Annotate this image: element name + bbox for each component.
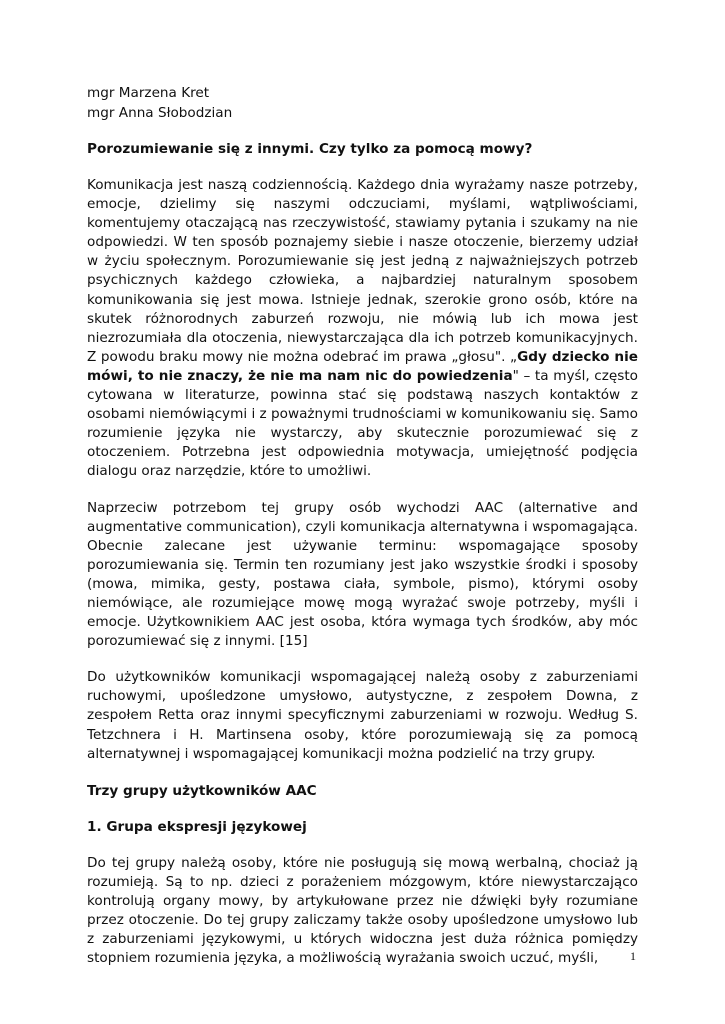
page-number: 1 [630, 949, 636, 963]
document-title: Porozumiewanie się z innymi. Czy tylko za pomocą mowy? [87, 141, 533, 157]
author-2: mgr Anna Słobodzian [87, 104, 233, 121]
document-page [87, 84, 638, 968]
section-heading: Trzy grupy użytkowników AAC [87, 782, 317, 799]
author-1: mgr Marzena Kret [87, 85, 210, 101]
paragraph-3: Do użytkowników komunikacji wspomagającej należą osoby z zaburzeniami ruchowymi, upośledzone umysłowo, autystyczne, z zespołem Downa, z zespołem Retta oraz innymi specyficznymi zaburzeniami w rozwoju. Według S. Tetzchnera i H. Martinsena osoby, które porozumiewają się za pomocą alternatywnej i wspomagającej komunikacji można podzielić na trzy grupy. [87, 669, 638, 762]
paragraph-4: Do tej grupy należą osoby, które nie posługują się mową werbalną, chociaż ją rozumieją. Są to np. dzieci z porażeniem mózgowym, które niewystarczająco kontrolują organy mowy, by artykułowane przez nie dźwięki były rozumiane przez otoczenie. Do tej grupy zaliczamy także osoby upośledzone umysłowo lub z zaburzeniami językowymi, u których widoczna jest duża różnica pomiędzy stopniem rozumienia języka, a możliwością wyrażania swoich uczuć, myśli, [87, 854, 638, 967]
paragraph-1-text-a: Komunikacja jest naszą codziennością. Każdego dnia wyrażamy nasze potrzeby, emocje, dzielimy się naszymi odczuciami, myślami, wątpliwościami, komentujemy otaczającą nas rzeczywistość, stawiamy pytania i szukamy na nie odpowiedzi. W ten sposób poznajemy siebie i nasze otoczenie, bierzemy udział w życiu społecznym. Porozumiewanie się jest jedną z najważniejszych potrzeb psychicznych każdego człowieka, a najbardziej naturalnym sposobem komunikowania się jest mowa. Istnieje jednak, szerokie grono osób, które na skutek różnorodnych zaburzeń rozwoju, nie mówią lub ich mowa jest niezrozumiała dla otoczenia, niewystarczająca dla ich potrzeb komunikacyjnych. Z powodu braku mowy nie można odebrać im prawa „głosu". „ [87, 177, 638, 365]
paragraph-1-bold-quote: Gdy dziecko nie mówi, to nie znaczy, że nie ma nam nic do powiedzenia [87, 348, 638, 384]
paragraph-1 [87, 176, 638, 482]
subsection-heading: 1. Grupa ekspresji językowej [87, 818, 307, 835]
paragraph-1-text-b: " – ta myśl, często cytowana w literaturze, powinna stać się podstawą naszych kontaktów z osobami niemówiącymi i z poważnymi trudnościami w komunikowaniu się. Samo rozumienie języka nie wystarczy, aby skutecznie porozumiewać się z otoczeniem. Potrzebna jest odpowiednia motywacja, umiejętność podjęcia dialogu oraz narzędzie, które to umożliwi. [87, 367, 638, 480]
paragraph-2: Naprzeciw potrzebom tej grupy osób wychodzi AAC (alternative and augmentative communication), czyli komunikacja alternatywna i wspomagająca. Obecnie zalecane jest używanie terminu: wspomagające sposoby porozumiewania się. Termin ten rozumiany jest jako wszystkie środki i sposoby (mowa, mimika, gesty, postawa ciała, symbole, pismo), którymi osoby niemówiące, ale rozumiejące mowę mogą wyrażać swoje potrzeby, myśli i emocje. Użytkownikiem AAC jest osoba, która wymaga tych środków, aby móc porozumiewać się z innymi. [15] [87, 499, 638, 650]
